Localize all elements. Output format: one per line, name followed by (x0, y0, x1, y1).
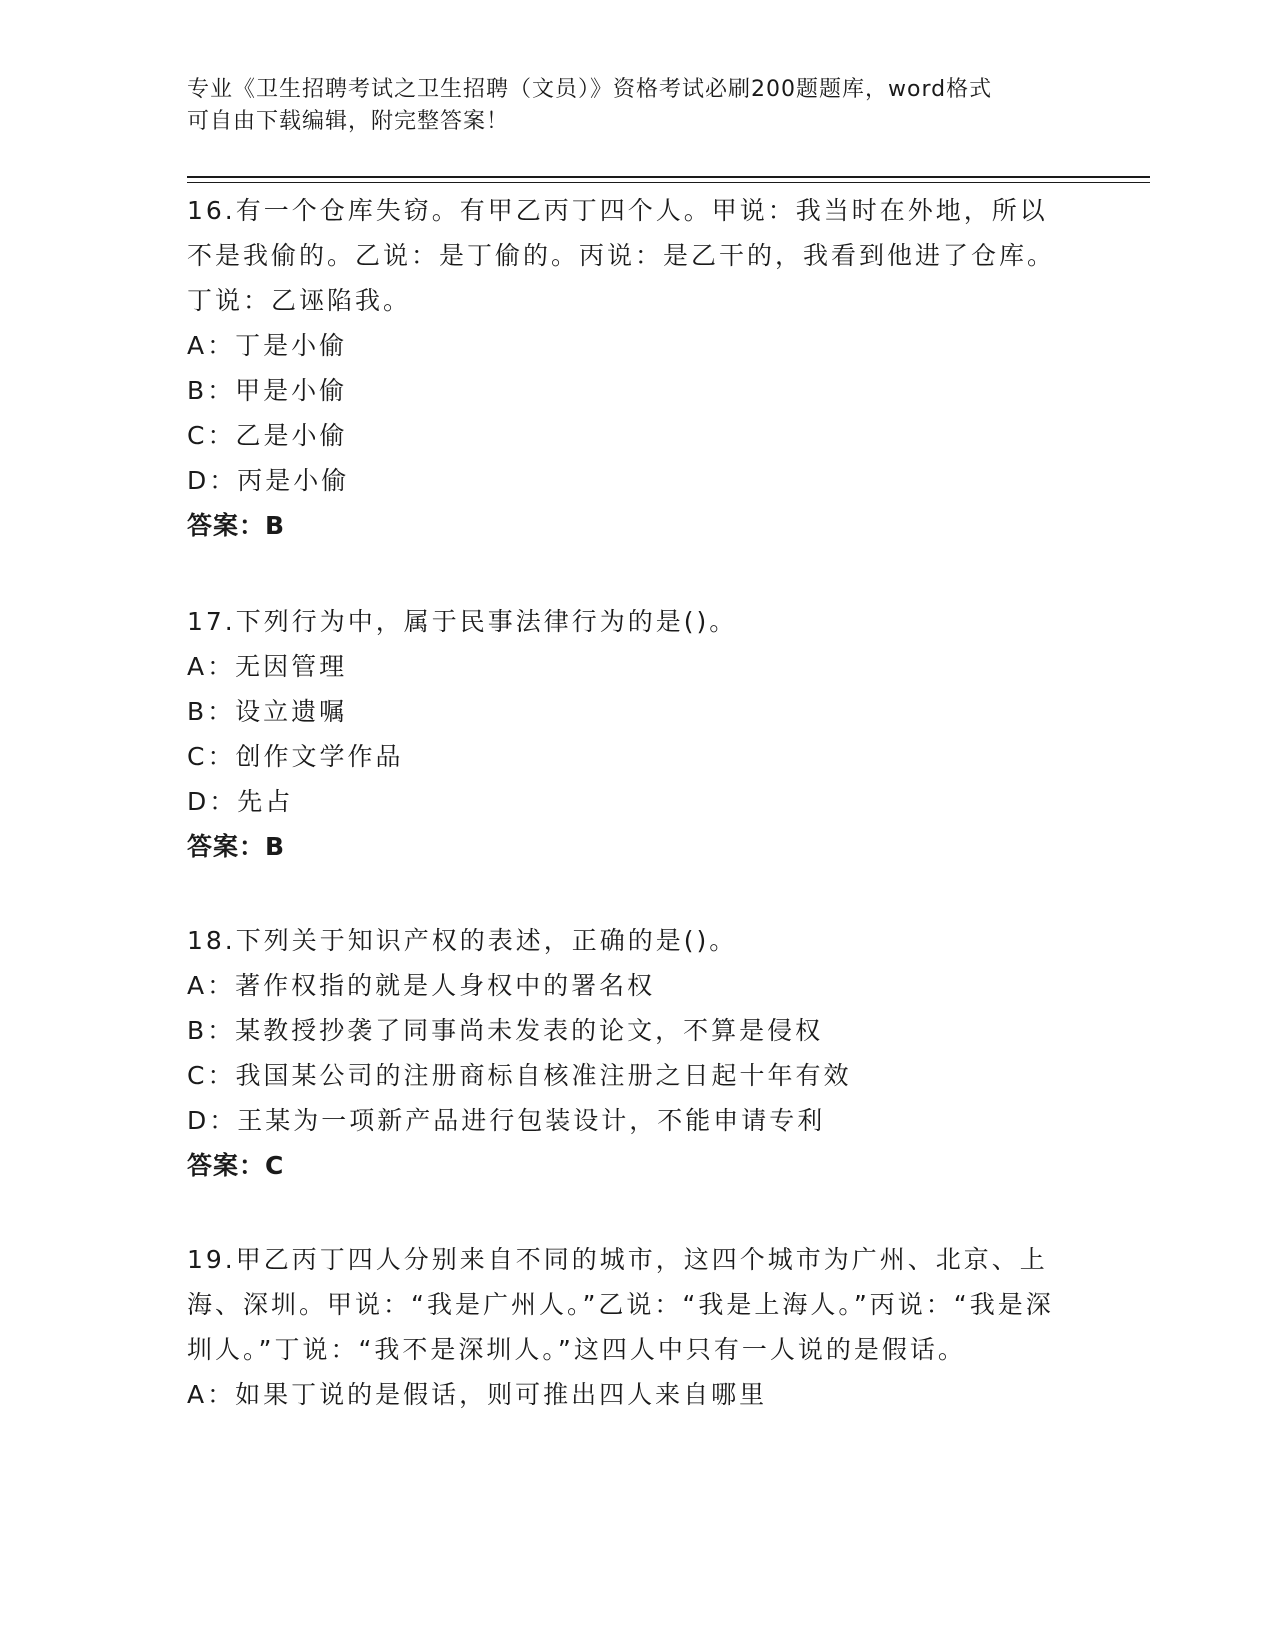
answer: 答案：B (187, 832, 286, 861)
option-b: B：甲是小偷 (187, 376, 348, 405)
option-d: D：丙是小偷 (187, 466, 350, 495)
option-b: B：某教授抄袭了同事尚未发表的论文，不算是侵权 (187, 1016, 824, 1045)
header-line-2: 可自由下载编辑，附完整答案！ (187, 109, 510, 134)
option-a: A：丁是小偷 (187, 331, 348, 360)
question-text: 19.甲乙丙丁四人分别来自不同的城市，这四个城市为广州、北京、上海、深圳。甲说：“我是广州人。”乙说：“我是上海人。”丙说：“我是深圳人。”丁说：“我不是深圳人。”这四人中只有一人说的是假话。 (187, 1245, 1054, 1364)
option-c: C：我国某公司的注册商标自核准注册之日起十年有效 (187, 1061, 852, 1090)
option-c: C：创作文学作品 (187, 742, 404, 771)
question-18 (187, 918, 1067, 1188)
option-d: D：王某为一项新产品进行包装设计，不能申请专利 (187, 1106, 826, 1135)
header-divider-thin (187, 182, 1150, 183)
question-text: 18.下列关于知识产权的表述，正确的是()。 (187, 926, 738, 955)
header-divider-thick (187, 176, 1150, 178)
question-19 (187, 1237, 1067, 1417)
answer: 答案：C (187, 1151, 285, 1180)
question-text: 16.有一个仓库失窃。有甲乙丙丁四个人。甲说：我当时在外地，所以不是我偷的。乙说：是丁偷的。丙说：是乙干的，我看到他进了仓库。丁说：乙诬陷我。 (187, 196, 1056, 315)
question-text: 17.下列行为中，属于民事法律行为的是()。 (187, 607, 738, 636)
option-a: A：著作权指的就是人身权中的署名权 (187, 971, 656, 1000)
document-header (187, 74, 1067, 138)
header-line-1: 专业《卫生招聘考试之卫生招聘（文员）》资格考试必刷200题题库，word格式 (187, 77, 993, 102)
option-c: C：乙是小偷 (187, 421, 348, 450)
question-17 (187, 599, 1067, 869)
option-b: B：设立遗嘱 (187, 697, 348, 726)
option-a: A：无因管理 (187, 652, 348, 681)
option-a: A：如果丁说的是假话，则可推出四人来自哪里 (187, 1380, 768, 1409)
question-16 (187, 188, 1067, 548)
option-d: D：先占 (187, 787, 294, 816)
answer: 答案：B (187, 511, 286, 540)
